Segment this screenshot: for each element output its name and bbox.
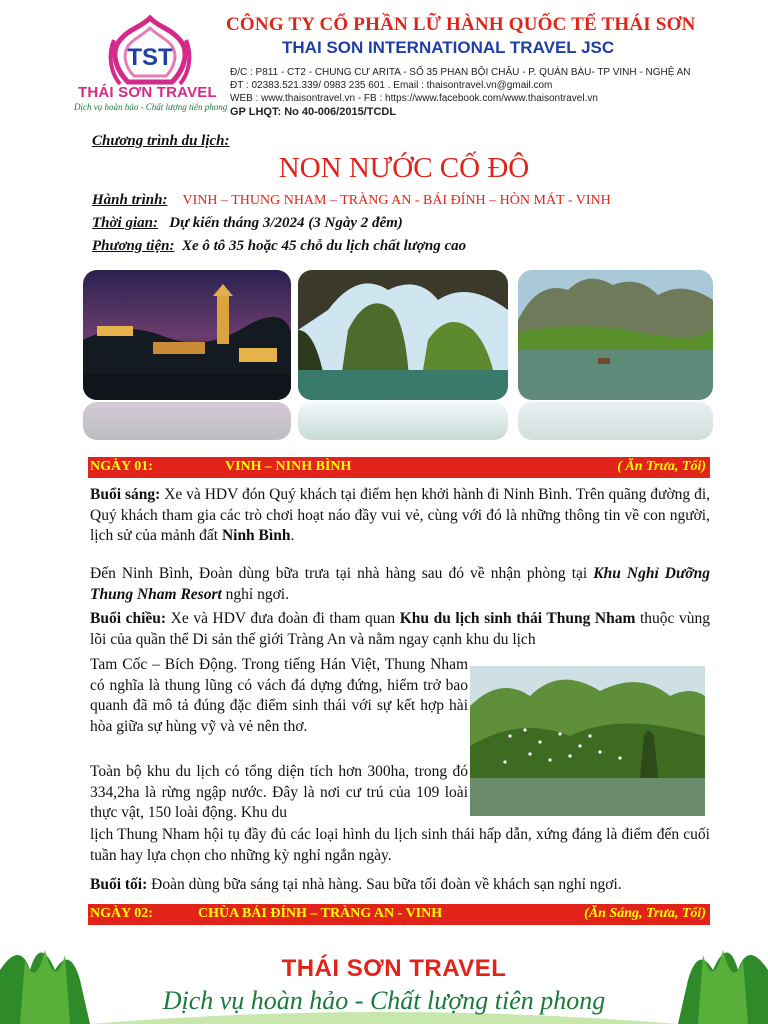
transport-value: Xe ô tô 35 hoặc 45 chỗ du lịch chất lượng cao bbox=[181, 238, 467, 254]
lunch-place: Khu Nghỉ Dưỡng Thung Nham Resort bbox=[90, 565, 710, 603]
photo-thung-nham-birds bbox=[470, 666, 705, 816]
morning-end: . bbox=[290, 527, 295, 544]
thung-nham-area: Toàn bộ khu du lịch có tổng diện tích hơn 300ha, trong đó 334,2ha là rừng ngập nước. Đây là nơi cư trú của 109 loài thực vật, 150 loài động. Khu du bbox=[90, 763, 468, 821]
day-1-header bbox=[88, 457, 710, 478]
morning-label: Buổi sáng: bbox=[90, 486, 161, 503]
day-2-route: CHÙA BÁI ĐÍNH – TRÀNG AN - VINH bbox=[198, 906, 443, 921]
day-1-afternoon-paragraph bbox=[90, 609, 710, 650]
photo-bai-dinh-pagoda-night bbox=[83, 270, 291, 400]
day-2-meals: (Ăn Sáng, Trưa, Tối) bbox=[584, 906, 706, 921]
footer-slogan: Dịch vụ hoàn hảo - Chất lượng tiên phong bbox=[162, 986, 606, 1015]
photo-trang-an-cave bbox=[298, 270, 508, 400]
itinerary-label: Hành trình: bbox=[92, 192, 168, 208]
day-1-lunch-paragraph bbox=[90, 564, 710, 605]
afternoon-text-2: thuộc vùng lõi của quần thể Di sản thế giới Tràng An và nằm ngay cạnh khu du lịch bbox=[90, 610, 711, 648]
photo-reflection bbox=[518, 402, 713, 440]
lunch-end: nghỉ ngơi. bbox=[221, 585, 289, 603]
company-web: WEB : www.thaisontravel.vn - FB : https://www.facebook.com/www.thaisontravel.vn bbox=[230, 93, 598, 104]
evening-label: Buổi tối: bbox=[90, 876, 148, 893]
company-name-vn: CÔNG TY CỔ PHẦN LỮ HÀNH QUỐC TẾ THÁI SƠN bbox=[226, 14, 696, 35]
evening-text: Đoàn dùng bữa sáng tại nhà hàng. Sau bữa tối đoàn về khách sạn nghỉ ngơi. bbox=[147, 876, 622, 893]
day-1-label: NGÀY 01: bbox=[90, 459, 153, 474]
program-title: NON NƯỚC CỐ ĐÔ bbox=[278, 152, 530, 184]
company-address: Đ/C : P811 - CT2 - CHUNG CƯ ARITA - SỐ 35 PHAN BỘI CHÂU - P. QUÁN BÀU- TP VINH - NGHỆ AN bbox=[230, 67, 691, 78]
lunch-text: Đến Ninh Bình, Đoàn dùng bữa trưa tại nhà hàng sau đó về nhận phòng tại bbox=[90, 565, 594, 582]
day-1-meals: ( Ăn Trưa, Tối) bbox=[617, 459, 706, 474]
afternoon-text-1: Xe và HDV đưa đoàn đi tham quan bbox=[166, 610, 400, 627]
logo-brand-name: THÁI SƠN TRAVEL bbox=[78, 84, 217, 101]
time-row bbox=[92, 215, 403, 232]
footer-brand: THÁI SƠN TRAVEL bbox=[281, 955, 507, 982]
company-license: GP LHQT: No 40-006/2015/TCDL bbox=[230, 106, 397, 118]
logo-slogan: Dịch vụ hoàn hảo - Chất lượng tiên phong bbox=[74, 102, 228, 112]
time-label: Thời gian: bbox=[92, 215, 158, 231]
afternoon-label: Buổi chiều: bbox=[90, 610, 167, 627]
thung-nham-summary: lịch Thung Nham hội tụ đầy đủ các loại hình du lịch sinh thái hấp dẫn, xứng đáng là điểm đến cuối tuần hay lựa chọn cho những kỳ nghỉ ngắn ngày. bbox=[90, 826, 710, 864]
afternoon-place: Khu du lịch sinh thái Thung Nham bbox=[399, 610, 636, 627]
day-1-route: VINH – NINH BÌNH bbox=[225, 459, 352, 474]
time-value: Dự kiến tháng 3/2024 (3 Ngày 2 đêm) bbox=[169, 215, 403, 231]
photo-reflection bbox=[298, 402, 508, 440]
morning-text: Xe và HDV đón Quý khách tại điểm hẹn khởi hành đi Ninh Bình. Trên quãng đường đi, Quý khách tham gia các trò chơi hoạt náo đầy vui vẻ, cùng với đó là những thông tin về con người, lịch sử của mảnh đất bbox=[90, 486, 710, 544]
itinerary-row bbox=[92, 192, 611, 209]
transport-row bbox=[92, 238, 466, 255]
day-2-label: NGÀY 02: bbox=[90, 906, 153, 921]
company-name-en: THAI SON INTERNATIONAL TRAVEL JSC bbox=[282, 38, 615, 57]
logo-mark: TST bbox=[127, 44, 173, 71]
day-2-header bbox=[88, 904, 710, 925]
thung-nham-description: Tam Cốc – Bích Động. Trong tiếng Hán Việt, Thung Nham có nghĩa là thung lũng có vách đá dựng đứng, hiểm trở bao quanh đã mô tả đúng đặc điểm sinh thái với sự kết hợp hài hòa giữa sự hùng vỹ và vẻ nên thơ. bbox=[90, 656, 468, 735]
photo-thung-nham-lake bbox=[518, 270, 713, 400]
program-label: Chương trình du lịch: bbox=[92, 133, 230, 149]
transport-label: Phương tiện: bbox=[92, 238, 175, 254]
morning-place: Ninh Bình bbox=[221, 527, 291, 544]
day-1-evening-paragraph bbox=[90, 875, 710, 896]
company-phone-email: ĐT : 02383.521.339/ 0983 235 601 . Email : thaisontravel.vn@gmail.com bbox=[230, 80, 553, 91]
itinerary-value: VINH – THUNG NHAM – TRÀNG AN - BÁI ĐÍNH – HÒN MÁT - VINH bbox=[182, 193, 611, 208]
day-1-morning-paragraph bbox=[90, 485, 710, 547]
photo-reflection bbox=[83, 402, 291, 440]
